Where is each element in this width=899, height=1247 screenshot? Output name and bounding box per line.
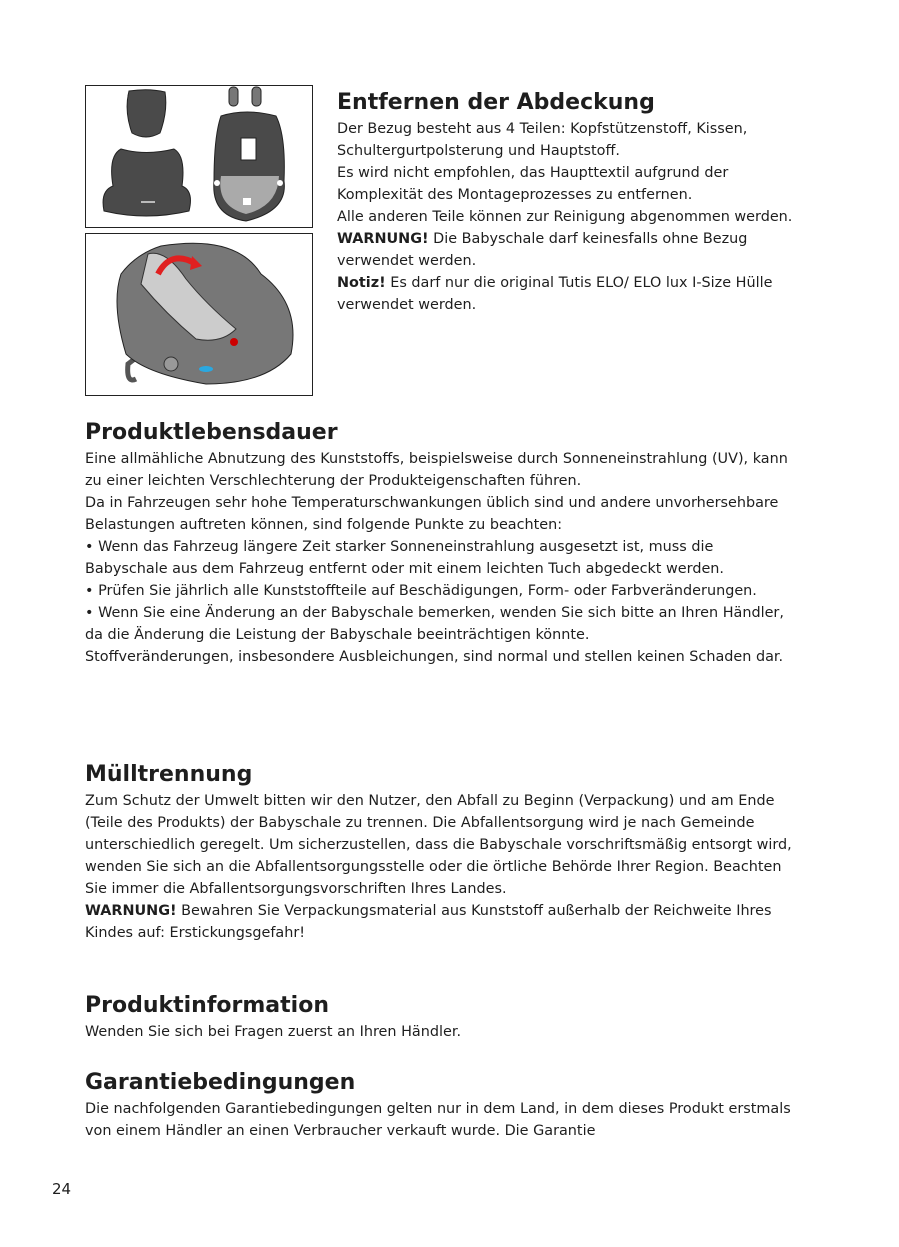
paragraph: Wenden Sie sich bei Fragen zuerst an Ihren Händler. (85, 1024, 462, 1040)
bullet-item: • Wenn Sie eine Änderung an der Babyschale bemerken, wenden Sie sich bitte an Ihren Händler, da die Änderung die Leistung der Babyschale beeinträchtigen könnte. (85, 605, 784, 643)
cover-parts-illustration (86, 86, 311, 226)
note-paragraph (337, 272, 807, 316)
paragraph: Alle anderen Teile können zur Reinigung abgenommen werden. (337, 209, 793, 225)
warning-label: WARNUNG! (337, 231, 429, 247)
paragraph: Stoffveränderungen, insbesondere Ausbleichungen, sind normal und stellen keinen Schaden dar. (85, 649, 784, 665)
section-cover-removal (337, 88, 807, 316)
paragraph: Eine allmähliche Abnutzung des Kunststoffs, beispielsweise durch Sonneneinstrahlung (UV), kann zu einer leichten Verschlechterung der Produkteigenschaften führen. (85, 451, 788, 489)
section-warranty (85, 1068, 800, 1142)
warning-label: WARNUNG! (85, 903, 177, 919)
baby-seat-illustration (86, 234, 311, 394)
section-waste-separation (85, 760, 800, 944)
warning-paragraph (85, 900, 800, 944)
paragraph: Die nachfolgenden Garantiebedingungen gelten nur in dem Land, in dem dieses Produkt erstmals von einem Händler an einen Verbraucher verkauft wurde. Die Garantie (85, 1101, 791, 1139)
bullet-item: • Prüfen Sie jährlich alle Kunststoffteile auf Beschädigungen, Form- oder Farbveränderungen. (85, 583, 757, 599)
section-title: Garantiebedingungen (85, 1070, 356, 1095)
cover-parts-figure (85, 85, 313, 228)
section-title: Entfernen der Abdeckung (337, 90, 655, 115)
page-number: 24 (52, 1180, 72, 1198)
warning-text: Die Babyschale darf keinesfalls ohne Bezug verwendet werden. (337, 231, 748, 269)
section-title: Produktlebensdauer (85, 420, 338, 445)
section-title: Produktinformation (85, 993, 329, 1018)
warning-paragraph (337, 228, 807, 272)
paragraph: Der Bezug besteht aus 4 Teilen: Kopfstützenstoff, Kissen, Schultergurtpolsterung und Hauptstoff. (337, 121, 748, 159)
paragraph: Es wird nicht empfohlen, das Haupttextil aufgrund der Komplexität des Montageprozesses zu entfernen. (337, 165, 729, 203)
warning-text: Bewahren Sie Verpackungsmaterial aus Kunststoff außerhalb der Reichweite Ihres Kindes auf: Erstickungsgefahr! (85, 903, 772, 941)
section-product-information (85, 991, 800, 1043)
note-label: Notiz! (337, 275, 386, 291)
paragraph: Da in Fahrzeugen sehr hohe Temperaturschwankungen üblich sind und andere unvorhersehbare Belastungen auftreten können, sind folgende Punkte zu beachten: (85, 495, 779, 533)
section-product-lifetime (85, 418, 800, 668)
paragraph: Zum Schutz der Umwelt bitten wir den Nutzer, den Abfall zu Beginn (Verpackung) und am Ende (Teile des Produkts) der Babyschale zu trennen. Die Abfallentsorgung wird je nach Gemeinde unterschiedlich geregelt. Um sicherzustellen, dass die Babyschale vorschriftsmäßig entsorgt wird, wenden Sie sich an die Abfallentsorgungsstelle oder die örtliche Behörde Ihrer Region. Beachten Sie immer die Abfallentsorgungsvorschriften Ihres Landes. (85, 793, 792, 897)
section-title: Mülltrennung (85, 762, 253, 787)
note-text: Es darf nur die original Tutis ELO/ ELO lux I-Size Hülle verwendet werden. (337, 275, 773, 313)
bullet-item: • Wenn das Fahrzeug längere Zeit starker Sonneneinstrahlung ausgesetzt ist, muss die Babyschale aus dem Fahrzeug entfernt oder mit einem leichten Tuch abgedeckt werden. (85, 539, 724, 577)
seat-cover-removal-figure (85, 233, 313, 396)
